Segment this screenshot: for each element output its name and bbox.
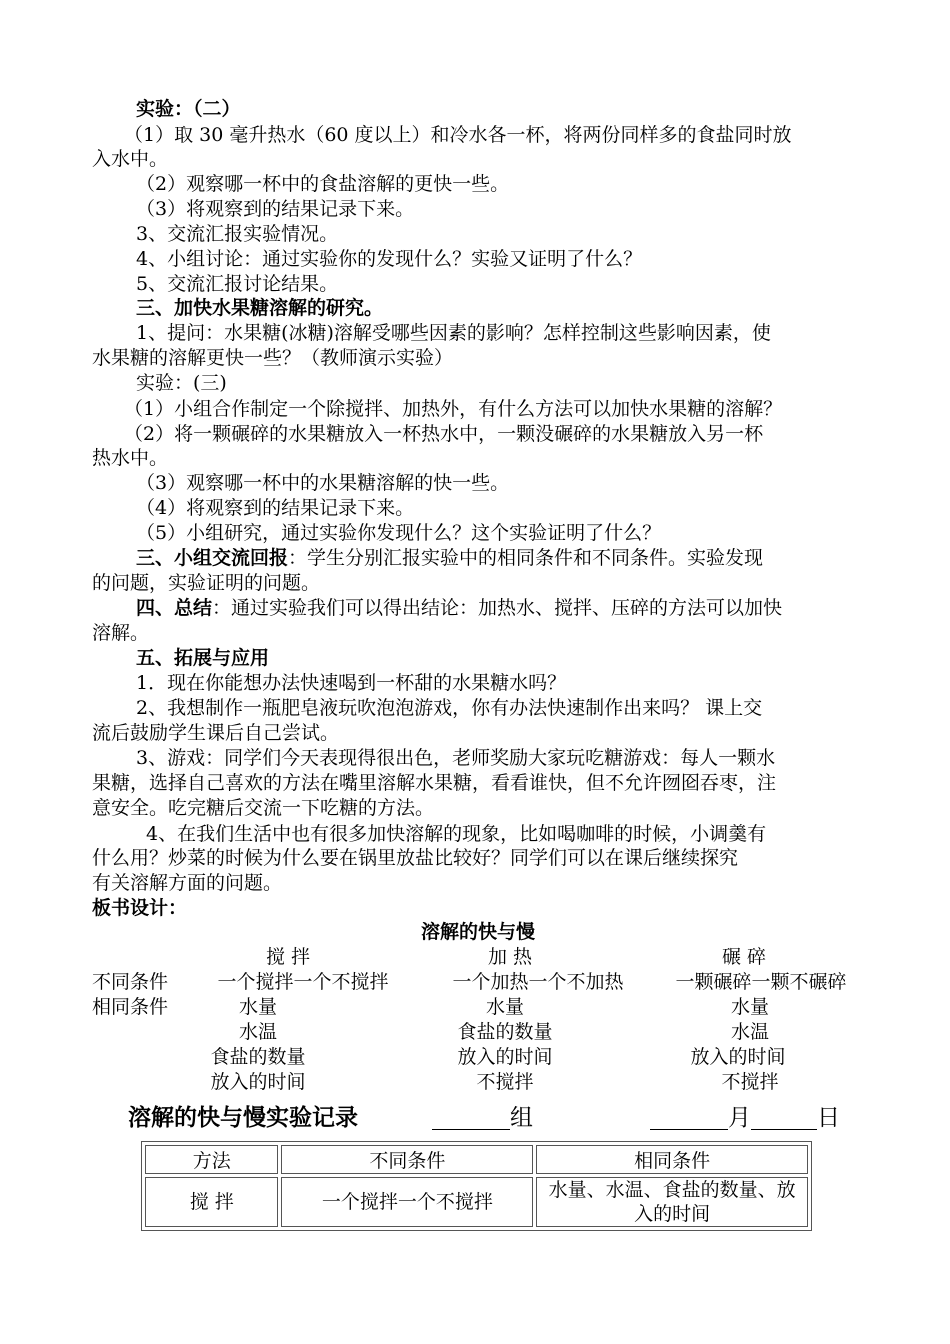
text-line: 热水中。 xyxy=(92,447,169,469)
board-row-label-diff: 不同条件 xyxy=(92,971,169,993)
text-line: 什么用？炒菜的时候为什么要在锅里放盐比较好？同学们可以在课后继续探究 xyxy=(92,847,739,869)
board-diff-stir: 一个搅拌一个不搅拌 xyxy=(217,971,389,993)
board-title: 溶解的快与慢 xyxy=(420,921,535,943)
text-line: （4）将观察到的结果记录下来。 xyxy=(136,497,415,519)
board-col-stir: 搅 拌 xyxy=(265,946,311,968)
text-line: 果糖，选择自己喜欢的方法在嘴里溶解水果糖，看看谁快，但不允许囫囵吞枣，注 xyxy=(92,772,777,794)
record-title: 溶解的快与慢实验记录 xyxy=(128,1104,358,1131)
section-heading-4: 四、总结 xyxy=(136,597,213,619)
record-table xyxy=(141,1141,812,1231)
board-design-label: 板书设计： xyxy=(92,897,188,919)
cell-method: 搅 拌 xyxy=(145,1177,278,1227)
cell-same: 水量、水温、食盐的数量、放入的时间 xyxy=(536,1177,808,1227)
board-same-crush-2: 水温 xyxy=(730,1021,769,1043)
board-same-stir-2: 水温 xyxy=(238,1021,277,1043)
header-diff: 不同条件 xyxy=(281,1145,533,1174)
text-line: （1）小组合作制定一个除搅拌、加热外，有什么方法可以加快水果糖的溶解？ xyxy=(124,398,783,420)
board-same-stir-4: 放入的时间 xyxy=(210,1071,306,1093)
section-heading-experiment-2: 实验：（二） xyxy=(136,98,241,120)
board-row-label-same: 相同条件 xyxy=(92,996,169,1018)
text-line: 三、小组交流回报：学生分别汇报实验中的相同条件和不同条件。实验发现 xyxy=(136,547,764,569)
header-same: 相同条件 xyxy=(536,1145,808,1174)
section-heading-3: 三、加快水果糖溶解的研究。 xyxy=(136,297,384,319)
section-heading-3b: 三、小组交流回报 xyxy=(136,547,289,569)
board-same-heat-1: 水量 xyxy=(485,996,524,1018)
text-line: 溶解。 xyxy=(92,622,150,644)
text-line: 3、交流汇报实验情况。 xyxy=(136,223,339,245)
text-line: 的问题，实验证明的问题。 xyxy=(92,572,321,594)
text-line: 实验：(三) xyxy=(136,372,227,394)
board-same-crush-4: 不搅拌 xyxy=(721,1071,779,1093)
text-line: 2、我想制作一瓶肥皂液玩吹泡泡游戏，你有办法快速制作出来吗？ 课上交 xyxy=(136,697,763,719)
board-same-stir-1: 水量 xyxy=(238,996,277,1018)
month-blank[interactable] xyxy=(650,1105,728,1130)
board-same-stir-3: 食盐的数量 xyxy=(210,1046,306,1068)
text-line: 有关溶解方面的问题。 xyxy=(92,872,283,894)
text-line: 流后鼓励学生课后自己尝试。 xyxy=(92,722,340,744)
text-line: 3、游戏：同学们今天表现得很出色，老师奖励大家玩吃糖游戏：每人一颗水 xyxy=(136,747,776,769)
text-line: 意安全。吃完糖后交流一下吃糖的方法。 xyxy=(92,797,435,819)
text-line: （5）小组研究，通过实验你发现什么？这个实验证明了什么？ xyxy=(136,522,662,544)
section-heading-5: 五、拓展与应用 xyxy=(136,647,270,669)
record-date: 月 日 xyxy=(650,1103,840,1133)
text-line: 4、在我们生活中也有很多加快溶解的现象，比如喝咖啡的时候，小调羹有 xyxy=(146,823,767,845)
board-col-heat: 加 热 xyxy=(487,946,533,968)
board-same-crush-3: 放入的时间 xyxy=(690,1046,786,1068)
board-diff-crush: 一颗碾碎一颗不碾碎 xyxy=(675,971,847,993)
text-line: 5、交流汇报讨论结果。 xyxy=(136,273,339,295)
board-same-heat-4: 不搅拌 xyxy=(476,1071,534,1093)
cell-diff: 一个搅拌一个不搅拌 xyxy=(281,1177,533,1227)
text-line: （2）将一颗碾碎的水果糖放入一杯热水中，一颗没碾碎的水果糖放入另一杯 xyxy=(124,423,764,445)
text-line: 1、提问：水果糖(冰糖)溶解受哪些因素的影响？怎样控制这些影响因素，使 xyxy=(136,322,771,344)
board-col-crush: 碾 碎 xyxy=(721,946,767,968)
day-blank[interactable] xyxy=(751,1105,817,1130)
board-same-crush-1: 水量 xyxy=(730,996,769,1018)
text-line: （1）取 30 毫升热水（60 度以上）和冷水各一杯，将两份同样多的食盐同时放 xyxy=(124,124,792,146)
board-same-heat-3: 放入的时间 xyxy=(457,1046,553,1068)
record-table-header xyxy=(145,1145,808,1174)
text-line: 入水中。 xyxy=(92,148,169,170)
text-line: 1．现在你能想办法快速喝到一杯甜的水果糖水吗？ xyxy=(136,672,567,694)
header-method: 方法 xyxy=(145,1145,278,1174)
board-same-heat-2: 食盐的数量 xyxy=(457,1021,553,1043)
text-line: （3）将观察到的结果记录下来。 xyxy=(136,198,415,220)
board-diff-heat: 一个加热一个不加热 xyxy=(452,971,624,993)
text-line: （2）观察哪一杯中的食盐溶解的更快一些。 xyxy=(136,173,510,195)
group-blank[interactable] xyxy=(432,1105,510,1130)
text-line: 四、总结：通过实验我们可以得出结论：加热水、搅拌、压碎的方法可以加快 xyxy=(136,597,783,619)
text-line: 水果糖的溶解更快一些？（教师演示实验） xyxy=(92,347,454,369)
record-group: 组 xyxy=(432,1103,533,1133)
text-line: （3）观察哪一杯中的水果糖溶解的快一些。 xyxy=(136,472,510,494)
text-line: 4、小组讨论：通过实验你的发现什么？实验又证明了什么？ xyxy=(136,248,643,270)
table-row xyxy=(145,1177,808,1227)
